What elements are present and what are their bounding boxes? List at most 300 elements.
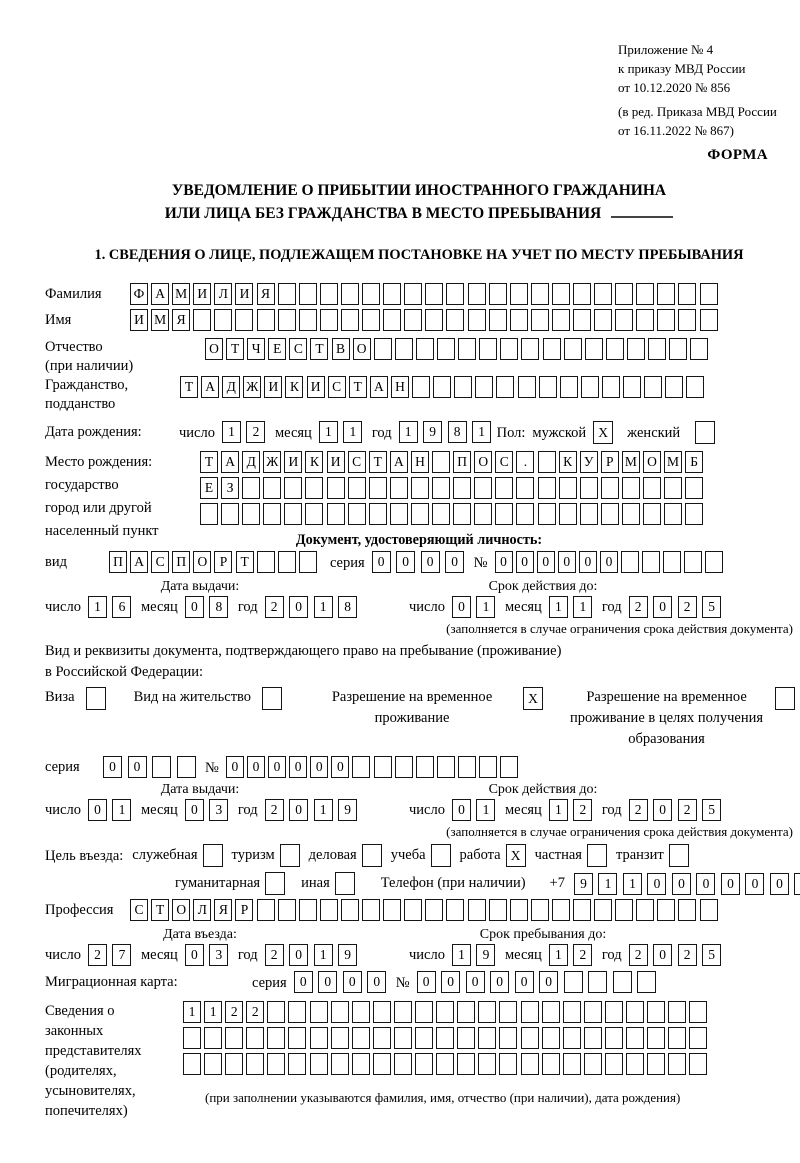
char-box[interactable] — [373, 1001, 391, 1023]
char-box[interactable]: 0 — [647, 873, 666, 895]
char-box[interactable] — [657, 309, 675, 331]
char-box[interactable]: И — [284, 451, 302, 473]
char-box[interactable]: 0 — [185, 944, 204, 966]
char-box[interactable]: 2 — [678, 596, 697, 618]
char-box[interactable]: 0 — [558, 551, 576, 573]
char-box[interactable] — [373, 1027, 391, 1049]
char-box[interactable]: О — [474, 451, 492, 473]
char-box[interactable] — [668, 1027, 686, 1049]
char-box[interactable] — [665, 376, 683, 398]
birth-year-boxes[interactable] — [399, 421, 497, 443]
res-issue-year-boxes[interactable] — [265, 799, 363, 821]
char-box[interactable] — [457, 1053, 475, 1075]
char-box[interactable]: 1 — [476, 799, 495, 821]
char-box[interactable] — [601, 503, 619, 525]
char-box[interactable]: 9 — [338, 799, 357, 821]
char-box[interactable] — [416, 756, 434, 778]
char-box[interactable]: 0 — [417, 971, 436, 993]
char-box[interactable] — [362, 283, 380, 305]
char-box[interactable] — [531, 283, 549, 305]
residence-permit-checkbox[interactable] — [262, 687, 282, 710]
char-box[interactable]: 8 — [448, 421, 467, 443]
char-box[interactable] — [310, 1001, 328, 1023]
char-box[interactable] — [183, 1027, 201, 1049]
char-box[interactable] — [299, 283, 317, 305]
char-box[interactable] — [559, 503, 577, 525]
char-box[interactable] — [521, 1027, 539, 1049]
char-box[interactable] — [437, 338, 455, 360]
char-box[interactable] — [689, 1001, 707, 1023]
char-box[interactable] — [305, 503, 323, 525]
char-box[interactable] — [242, 477, 260, 499]
char-box[interactable]: Ф — [130, 283, 148, 305]
char-box[interactable]: 2 — [265, 799, 284, 821]
char-box[interactable] — [479, 756, 497, 778]
char-box[interactable]: 1 — [476, 596, 495, 618]
char-box[interactable]: О — [205, 338, 223, 360]
char-box[interactable]: 5 — [702, 596, 721, 618]
char-box[interactable]: 0 — [495, 551, 513, 573]
char-box[interactable] — [267, 1001, 285, 1023]
char-box[interactable] — [446, 899, 464, 921]
char-box[interactable] — [794, 873, 800, 895]
char-box[interactable] — [685, 477, 703, 499]
char-box[interactable]: С — [130, 899, 148, 921]
char-box[interactable]: М — [622, 451, 640, 473]
purpose-other-checkbox[interactable] — [335, 872, 355, 895]
char-box[interactable] — [636, 899, 654, 921]
char-box[interactable]: И — [307, 376, 325, 398]
char-box[interactable] — [310, 1053, 328, 1075]
char-box[interactable] — [495, 503, 513, 525]
char-box[interactable] — [412, 376, 430, 398]
char-box[interactable]: Я — [257, 283, 275, 305]
char-box[interactable] — [454, 376, 472, 398]
char-box[interactable] — [280, 844, 300, 867]
char-box[interactable] — [415, 1001, 433, 1023]
char-box[interactable] — [643, 503, 661, 525]
doc-number-boxes[interactable] — [495, 551, 727, 573]
char-box[interactable]: 0 — [490, 971, 509, 993]
char-box[interactable] — [327, 477, 345, 499]
char-box[interactable] — [700, 283, 718, 305]
char-box[interactable] — [341, 283, 359, 305]
char-box[interactable] — [564, 338, 582, 360]
char-box[interactable]: 2 — [629, 799, 648, 821]
char-box[interactable] — [563, 1001, 581, 1023]
char-box[interactable]: 2 — [629, 596, 648, 618]
char-box[interactable] — [627, 338, 645, 360]
char-box[interactable]: . — [516, 451, 534, 473]
char-box[interactable] — [395, 756, 413, 778]
char-box[interactable] — [453, 503, 471, 525]
char-box[interactable] — [468, 309, 486, 331]
char-box[interactable]: 1 — [549, 799, 568, 821]
char-box[interactable] — [648, 338, 666, 360]
char-box[interactable] — [664, 503, 682, 525]
char-box[interactable]: 1 — [549, 596, 568, 618]
char-box[interactable] — [425, 899, 443, 921]
char-box[interactable] — [341, 899, 359, 921]
char-box[interactable] — [394, 1027, 412, 1049]
char-box[interactable] — [647, 1053, 665, 1075]
purpose-tourism-checkbox[interactable] — [280, 844, 300, 867]
char-box[interactable] — [331, 1053, 349, 1075]
char-box[interactable]: 0 — [103, 756, 122, 778]
char-box[interactable] — [637, 971, 656, 993]
char-box[interactable]: 2 — [246, 1001, 264, 1023]
citizenship-boxes[interactable] — [180, 376, 707, 398]
char-box[interactable]: 0 — [537, 551, 555, 573]
char-box[interactable] — [552, 899, 570, 921]
char-box[interactable] — [489, 899, 507, 921]
phone-boxes[interactable] — [574, 873, 800, 895]
char-box[interactable]: X — [506, 844, 526, 867]
char-box[interactable]: 3 — [209, 799, 228, 821]
char-box[interactable]: Д — [222, 376, 240, 398]
char-box[interactable] — [288, 1027, 306, 1049]
char-box[interactable] — [432, 477, 450, 499]
char-box[interactable]: 1 — [314, 596, 333, 618]
char-box[interactable]: С — [328, 376, 346, 398]
char-box[interactable] — [242, 503, 260, 525]
char-box[interactable] — [621, 551, 639, 573]
temp-residence-checkbox[interactable] — [523, 687, 543, 710]
surname-boxes[interactable] — [130, 283, 721, 305]
char-box[interactable] — [183, 1053, 201, 1075]
char-box[interactable] — [458, 756, 476, 778]
char-box[interactable]: 0 — [294, 971, 313, 993]
char-box[interactable] — [446, 283, 464, 305]
expiry-day-boxes[interactable] — [452, 596, 501, 618]
char-box[interactable] — [552, 283, 570, 305]
char-box[interactable]: 2 — [225, 1001, 243, 1023]
char-box[interactable]: 1 — [183, 1001, 201, 1023]
char-box[interactable]: 0 — [343, 971, 362, 993]
migration-number-boxes[interactable] — [417, 971, 662, 993]
char-box[interactable] — [352, 1027, 370, 1049]
char-box[interactable]: 0 — [770, 873, 789, 895]
char-box[interactable]: 0 — [721, 873, 740, 895]
char-box[interactable]: 8 — [209, 596, 228, 618]
char-box[interactable] — [284, 503, 302, 525]
char-box[interactable] — [510, 899, 528, 921]
residence-series-boxes[interactable] — [103, 756, 201, 778]
char-box[interactable] — [585, 338, 603, 360]
char-box[interactable] — [352, 756, 370, 778]
char-box[interactable] — [457, 1027, 475, 1049]
char-box[interactable]: И — [264, 376, 282, 398]
char-box[interactable]: Т — [310, 338, 328, 360]
expiry-month-boxes[interactable] — [549, 596, 598, 618]
birthplace-row-2[interactable] — [200, 477, 706, 499]
char-box[interactable]: 0 — [579, 551, 597, 573]
char-box[interactable] — [775, 687, 795, 710]
char-box[interactable] — [499, 1027, 517, 1049]
char-box[interactable]: 2 — [573, 799, 592, 821]
char-box[interactable]: П — [172, 551, 190, 573]
char-box[interactable] — [369, 503, 387, 525]
char-box[interactable] — [626, 1027, 644, 1049]
char-box[interactable] — [518, 376, 536, 398]
char-box[interactable] — [563, 1053, 581, 1075]
char-box[interactable] — [383, 283, 401, 305]
char-box[interactable]: 2 — [88, 944, 107, 966]
char-box[interactable]: 1 — [204, 1001, 222, 1023]
purpose-work-checkbox[interactable] — [506, 844, 526, 867]
char-box[interactable]: 0 — [452, 596, 471, 618]
char-box[interactable] — [278, 309, 296, 331]
char-box[interactable] — [415, 1027, 433, 1049]
char-box[interactable] — [310, 1027, 328, 1049]
char-box[interactable]: 0 — [331, 756, 349, 778]
char-box[interactable] — [225, 1027, 243, 1049]
char-box[interactable]: 8 — [338, 596, 357, 618]
char-box[interactable]: А — [201, 376, 219, 398]
char-box[interactable]: Т — [236, 551, 254, 573]
char-box[interactable] — [425, 309, 443, 331]
char-box[interactable] — [327, 503, 345, 525]
char-box[interactable] — [643, 477, 661, 499]
name-boxes[interactable] — [130, 309, 721, 331]
char-box[interactable]: 0 — [516, 551, 534, 573]
char-box[interactable] — [686, 376, 704, 398]
char-box[interactable]: 9 — [574, 873, 593, 895]
char-box[interactable]: О — [172, 899, 190, 921]
char-box[interactable] — [267, 1027, 285, 1049]
char-box[interactable] — [436, 1001, 454, 1023]
char-box[interactable] — [560, 376, 578, 398]
char-box[interactable]: Ж — [263, 451, 281, 473]
char-box[interactable] — [663, 551, 681, 573]
char-box[interactable]: 0 — [515, 971, 534, 993]
char-box[interactable]: П — [109, 551, 127, 573]
char-box[interactable] — [446, 309, 464, 331]
char-box[interactable]: 1 — [623, 873, 642, 895]
char-box[interactable]: 2 — [678, 799, 697, 821]
char-box[interactable]: 0 — [452, 799, 471, 821]
purpose-humanitarian-checkbox[interactable] — [265, 872, 285, 895]
char-box[interactable] — [404, 309, 422, 331]
char-box[interactable]: 0 — [289, 944, 308, 966]
char-box[interactable] — [284, 477, 302, 499]
char-box[interactable] — [362, 309, 380, 331]
char-box[interactable] — [538, 451, 556, 473]
issue-month-boxes[interactable] — [185, 596, 234, 618]
char-box[interactable] — [395, 338, 413, 360]
char-box[interactable] — [221, 503, 239, 525]
char-box[interactable]: К — [305, 451, 323, 473]
char-box[interactable]: Р — [235, 899, 253, 921]
entry-month-boxes[interactable] — [185, 944, 234, 966]
char-box[interactable]: 0 — [247, 756, 265, 778]
char-box[interactable]: Б — [685, 451, 703, 473]
char-box[interactable] — [521, 338, 539, 360]
representatives-row-3[interactable] — [183, 1053, 710, 1075]
res-expiry-month-boxes[interactable] — [549, 799, 598, 821]
char-box[interactable] — [647, 1027, 665, 1049]
char-box[interactable] — [500, 756, 518, 778]
char-box[interactable]: 0 — [88, 799, 107, 821]
profession-boxes[interactable] — [130, 899, 721, 921]
char-box[interactable]: И — [235, 283, 253, 305]
char-box[interactable] — [416, 338, 434, 360]
sex-male-checkbox[interactable] — [593, 421, 613, 444]
char-box[interactable] — [278, 899, 296, 921]
char-box[interactable] — [584, 1027, 602, 1049]
birthplace-row-1[interactable] — [200, 451, 706, 473]
char-box[interactable] — [499, 1001, 517, 1023]
char-box[interactable] — [246, 1027, 264, 1049]
char-box[interactable] — [689, 1027, 707, 1049]
char-box[interactable]: Ч — [247, 338, 265, 360]
char-box[interactable] — [678, 283, 696, 305]
char-box[interactable]: Т — [200, 451, 218, 473]
char-box[interactable] — [594, 899, 612, 921]
char-box[interactable] — [263, 503, 281, 525]
char-box[interactable] — [636, 309, 654, 331]
char-box[interactable]: А — [390, 451, 408, 473]
char-box[interactable]: Е — [200, 477, 218, 499]
char-box[interactable] — [257, 551, 275, 573]
char-box[interactable] — [510, 283, 528, 305]
char-box[interactable] — [458, 338, 476, 360]
char-box[interactable] — [348, 503, 366, 525]
char-box[interactable] — [499, 1053, 517, 1075]
char-box[interactable] — [475, 376, 493, 398]
char-box[interactable] — [573, 899, 591, 921]
stay-month-boxes[interactable] — [549, 944, 598, 966]
char-box[interactable] — [320, 309, 338, 331]
char-box[interactable] — [516, 503, 534, 525]
stay-year-boxes[interactable] — [629, 944, 727, 966]
char-box[interactable] — [531, 899, 549, 921]
char-box[interactable] — [362, 844, 382, 867]
char-box[interactable]: 1 — [88, 596, 107, 618]
char-box[interactable] — [587, 844, 607, 867]
char-box[interactable] — [383, 309, 401, 331]
char-box[interactable] — [623, 376, 641, 398]
purpose-private-checkbox[interactable] — [587, 844, 607, 867]
char-box[interactable] — [521, 1053, 539, 1075]
char-box[interactable] — [542, 1001, 560, 1023]
char-box[interactable] — [468, 899, 486, 921]
issue-year-boxes[interactable] — [265, 596, 363, 618]
purpose-study-checkbox[interactable] — [431, 844, 451, 867]
char-box[interactable] — [288, 1001, 306, 1023]
char-box[interactable] — [478, 1001, 496, 1023]
purpose-official-checkbox[interactable] — [203, 844, 223, 867]
char-box[interactable] — [559, 477, 577, 499]
char-box[interactable] — [521, 1001, 539, 1023]
char-box[interactable]: 6 — [112, 596, 131, 618]
char-box[interactable] — [177, 756, 196, 778]
char-box[interactable] — [411, 503, 429, 525]
char-box[interactable] — [644, 376, 662, 398]
char-box[interactable] — [647, 1001, 665, 1023]
char-box[interactable]: Т — [369, 451, 387, 473]
char-box[interactable] — [203, 844, 223, 867]
char-box[interactable] — [331, 1001, 349, 1023]
char-box[interactable]: 7 — [112, 944, 131, 966]
char-box[interactable]: 0 — [318, 971, 337, 993]
char-box[interactable]: 1 — [598, 873, 617, 895]
char-box[interactable]: 0 — [310, 756, 328, 778]
char-box[interactable]: 0 — [653, 799, 672, 821]
purpose-business-checkbox[interactable] — [362, 844, 382, 867]
char-box[interactable]: У — [580, 451, 598, 473]
birthplace-row-3[interactable] — [200, 503, 706, 525]
char-box[interactable] — [374, 756, 392, 778]
char-box[interactable] — [678, 899, 696, 921]
char-box[interactable]: 5 — [702, 944, 721, 966]
char-box[interactable] — [278, 283, 296, 305]
char-box[interactable]: Л — [214, 283, 232, 305]
entry-year-boxes[interactable] — [265, 944, 363, 966]
char-box[interactable] — [383, 899, 401, 921]
char-box[interactable] — [705, 551, 723, 573]
char-box[interactable]: 1 — [222, 421, 241, 443]
char-box[interactable]: X — [523, 687, 543, 710]
char-box[interactable] — [305, 477, 323, 499]
char-box[interactable] — [474, 477, 492, 499]
patronymic-boxes[interactable] — [205, 338, 711, 360]
char-box[interactable]: 1 — [343, 421, 362, 443]
char-box[interactable] — [457, 1001, 475, 1023]
char-box[interactable] — [613, 971, 632, 993]
char-box[interactable] — [668, 1053, 686, 1075]
char-box[interactable] — [626, 1053, 644, 1075]
char-box[interactable] — [564, 971, 583, 993]
entry-day-boxes[interactable] — [88, 944, 137, 966]
char-box[interactable]: И — [130, 309, 148, 331]
birth-day-boxes[interactable] — [222, 421, 271, 443]
char-box[interactable] — [432, 503, 450, 525]
char-box[interactable] — [657, 283, 675, 305]
char-box[interactable] — [581, 376, 599, 398]
char-box[interactable]: 0 — [441, 971, 460, 993]
char-box[interactable] — [86, 687, 106, 710]
temp-residence-edu-checkbox[interactable] — [775, 687, 795, 710]
char-box[interactable]: З — [221, 477, 239, 499]
char-box[interactable] — [257, 899, 275, 921]
char-box[interactable] — [278, 551, 296, 573]
char-box[interactable] — [352, 1053, 370, 1075]
char-box[interactable]: Т — [226, 338, 244, 360]
char-box[interactable]: М — [664, 451, 682, 473]
char-box[interactable]: А — [221, 451, 239, 473]
char-box[interactable] — [394, 1001, 412, 1023]
char-box[interactable] — [695, 421, 715, 444]
char-box[interactable] — [700, 899, 718, 921]
char-box[interactable] — [267, 1053, 285, 1075]
char-box[interactable] — [288, 1053, 306, 1075]
char-box[interactable] — [453, 477, 471, 499]
char-box[interactable]: 0 — [653, 596, 672, 618]
char-box[interactable] — [352, 1001, 370, 1023]
char-box[interactable]: 0 — [466, 971, 485, 993]
char-box[interactable] — [432, 451, 450, 473]
char-box[interactable] — [538, 503, 556, 525]
char-box[interactable]: 5 — [702, 799, 721, 821]
doc-kind-boxes[interactable] — [109, 551, 320, 573]
char-box[interactable] — [262, 687, 282, 710]
char-box[interactable] — [594, 283, 612, 305]
char-box[interactable] — [299, 309, 317, 331]
char-box[interactable]: П — [453, 451, 471, 473]
doc-series-boxes[interactable] — [372, 551, 470, 573]
char-box[interactable]: 1 — [399, 421, 418, 443]
